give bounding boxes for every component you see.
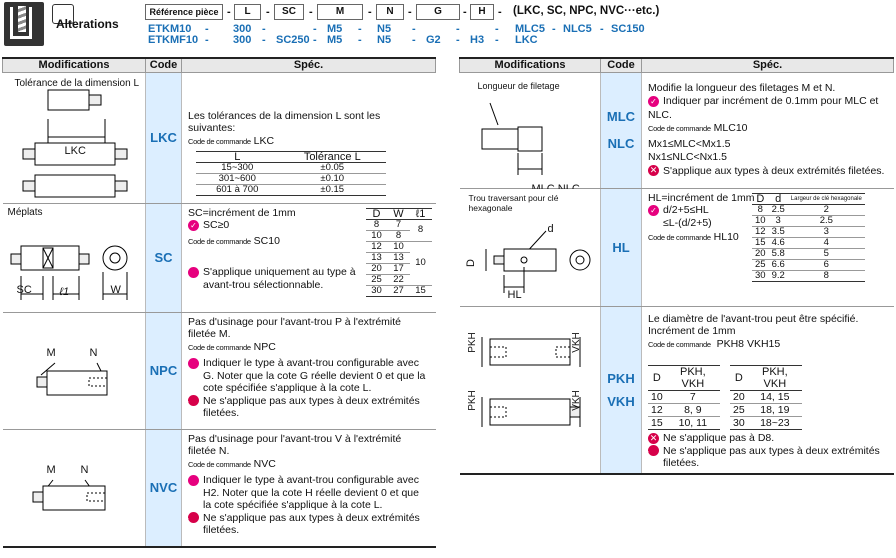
ref-suffix: (LKC, SC, NPC, NVC···etc.) bbox=[513, 5, 660, 17]
example2-n: N5 bbox=[377, 34, 392, 46]
code-npc: NPC bbox=[146, 312, 182, 429]
row-nvc: M N NVC Pas d'usinage pour l'avant-trou V à l'extrémité filetée N. Code de commande NVC ✓ Indiquer le type à avant-trou configurable avec H2. Noter que la cote H réelle devient 0 et que la cote spécifiée s'applique à la cote L. ✕ Ne s'applique pas aux types à deux extrémités filetées. bbox=[3, 429, 436, 547]
ref-label: Référence pièce bbox=[145, 4, 223, 20]
ng-icon: ✕ bbox=[188, 512, 199, 523]
vkh-img-label: VKH bbox=[570, 331, 582, 353]
example2-m: M5 bbox=[327, 34, 343, 46]
m-img-label: M bbox=[46, 346, 56, 359]
col-code: Code bbox=[601, 58, 642, 72]
example1-n: N5 bbox=[377, 23, 392, 35]
hl-diagram bbox=[460, 192, 600, 307]
row-pkh-vkh: PKH VKH PKH VKH PKH VKH Le diamètre de l'avant-trou peut être spécifié. Incrément de 1mm Code de commande PKH8 VKH15 D PKH, VKH 10 7 12 8, 9 15 10, 11 D PKH, VKH 20 14, 15 25 18, 19 30 18~23 ✕ Ne s'applique pas à D8. ✕ Ne s'applique pas aux types à deux extrémités filetées. bbox=[460, 306, 894, 474]
code-vkh: VKH bbox=[607, 393, 635, 409]
example1-sc: SC150 bbox=[611, 23, 645, 35]
mlc-diagram bbox=[460, 77, 600, 187]
pkh-img-label: PKH bbox=[466, 389, 478, 411]
d-img-label: d bbox=[547, 222, 554, 235]
nvc-text: Pas d'usinage pour l'avant-trou V à l'extrémité filetée N. bbox=[188, 432, 402, 457]
pkh-text2: Incrément de 1mm bbox=[648, 325, 736, 337]
mlc-text: Modifie la longueur des filetages M et N. bbox=[648, 81, 836, 94]
hl-cmd-value: HL10 bbox=[713, 231, 739, 243]
nvc-cmd-value: NVC bbox=[253, 457, 276, 470]
pkh-text1: Le diamètre de l'avant-trou peut être spécifié. bbox=[648, 312, 859, 325]
code-sc: SC bbox=[146, 203, 182, 312]
example1-m: M5 bbox=[327, 23, 343, 35]
row-sc: Méplats SC ℓ1 W SC SC=incrément de 1mm ✓ SC≥0 Code de commande SC10 ✓ S'applique uniquement au type à avant-trou sélectionnable. D W ℓ1 8 7 8 10 8 12 10 10 13 13 20 17 25 22 30 27 15 bbox=[3, 203, 436, 312]
example2-lkc: LKC bbox=[515, 34, 538, 46]
col-code: Code bbox=[146, 58, 182, 72]
sc-diagram bbox=[3, 218, 143, 313]
row-name: Longueur de filetage bbox=[477, 80, 560, 91]
ng-icon: ✕ bbox=[649, 432, 658, 443]
col-modifications: Modifications bbox=[3, 58, 146, 72]
row-name: Méplats bbox=[7, 206, 43, 218]
lkc-tolerance-table: L Tolérance L 15~300 ±0.05 301~600 ±0.10 601 à 700 ±0.15 bbox=[196, 151, 386, 196]
ok-icon: ✓ bbox=[188, 475, 199, 486]
left-alterations-table bbox=[2, 57, 436, 548]
ng-icon: ✕ bbox=[649, 165, 658, 176]
row-npc: M N NPC Pas d'usinage pour l'avant-trou P à l'extrémité filetée M. Code de commande NPC ✓ Indiquer le type à avant-trou configurable avec G. Noter que la cote G réelle devient 0 et que la cote spécifiée s'applique à la cote L. ✕ Ne s'applique pas aux types à deux extrémités filetées. bbox=[3, 312, 436, 429]
nlc-formula: Nx1≤NLC<Nx1.5 bbox=[648, 151, 728, 163]
mlc-formula: Mx1≤MLC<Mx1.5 bbox=[648, 137, 731, 150]
ref-box-n: N bbox=[376, 4, 404, 20]
code-hl: HL bbox=[601, 188, 642, 306]
code-mlc-nlc bbox=[601, 72, 642, 188]
ok-icon: ✓ bbox=[648, 96, 659, 107]
m-img-label: M bbox=[46, 463, 56, 476]
d-outer-img-label: D bbox=[464, 258, 477, 267]
npc-diagram bbox=[3, 317, 143, 427]
npc-cmd-value: NPC bbox=[253, 340, 276, 353]
row-lkc bbox=[3, 72, 436, 203]
pkh-img-label: PKH bbox=[466, 331, 478, 353]
example1-l: 300 bbox=[233, 23, 252, 35]
code-nlc: NLC bbox=[607, 136, 635, 151]
ok-icon: ✓ bbox=[188, 358, 199, 369]
ref-box-m: M bbox=[317, 4, 363, 20]
row-hl: Trou traversant pour clé hexagonale d D HL HL HL=incrément de 1mm ✓ d/2+5≤HL ≤L-(d/2+5) Code de commande HL10 D d Largeur de clé hexagonale 8 2.5 2 10 3 2.5 12 3.5 3 15 4.6 4 20 5.8 5 25 6.6 6 30 9.2 8 bbox=[460, 188, 894, 306]
example2-part: ETKMF10 bbox=[148, 34, 199, 46]
ok-icon: ✓ bbox=[188, 220, 199, 231]
pkh-cmd-value: PKH8 VKH15 bbox=[716, 337, 781, 350]
code-nvc: NVC bbox=[146, 429, 182, 547]
row-mlc-nlc: Longueur de filetage MLC NLC Modifie la longueur des filetages M et N. ✓ Indiquer par incrément de 0.1mm pour MLC et NLC. Code de commande MLC10 Mx1≤MLC<Mx1.5 Nx1≤NLC<Nx1.5 ✕ S'applique aux types à deux extrémités filetées. bbox=[460, 72, 894, 188]
lkc-dim-label: LKC bbox=[64, 144, 86, 157]
n-img-label: N bbox=[89, 346, 98, 359]
example2-sc: SC250 bbox=[276, 34, 310, 46]
vkh-img-label: VKH bbox=[570, 389, 582, 411]
example1-mlc: MLC5 bbox=[515, 23, 545, 35]
pkh-table-right: D PKH, VKH 20 14, 15 25 18, 19 30 18~23 bbox=[730, 365, 802, 430]
hl-line1: HL=incrément de 1mm bbox=[648, 191, 755, 204]
sc-line1: SC=incrément de 1mm bbox=[188, 206, 296, 219]
alterations-logo-icon bbox=[4, 2, 44, 46]
code-pkh-vkh bbox=[601, 306, 642, 474]
sc-dimension-table: D W ℓ1 8 7 8 10 8 12 10 10 13 13 20 17 25 22 30 27 15 bbox=[366, 208, 432, 297]
w-img-label: W bbox=[110, 283, 121, 296]
ref-box-l: L bbox=[234, 4, 261, 20]
npc-text: Pas d'usinage pour l'avant-trou P à l'extrémité filetée M. bbox=[188, 315, 402, 340]
pkh-table-left: D PKH, VKH 10 7 12 8, 9 15 10, 11 bbox=[648, 365, 720, 430]
right-alterations-table bbox=[459, 57, 894, 475]
ok-icon: ✓ bbox=[188, 267, 199, 278]
hl-img-label: HL bbox=[507, 288, 522, 301]
col-spec: Spéc. bbox=[642, 58, 894, 72]
nvc-diagram bbox=[3, 434, 143, 544]
mlc-cmd-value: MLC10 bbox=[713, 122, 748, 134]
col-modifications: Modifications bbox=[460, 58, 601, 72]
ng-icon: ✕ bbox=[188, 395, 199, 406]
hl-dimension-table: D d Largeur de clé hexagonale 8 2.5 2 10 3 2.5 12 3.5 3 15 4.6 4 20 5.8 5 25 6.6 6 30 9.2 8 bbox=[752, 193, 865, 282]
cmd-label: Code de commande bbox=[188, 136, 251, 146]
ok-icon: ✓ bbox=[648, 205, 659, 216]
lkc-cmd-value: LKC bbox=[253, 134, 275, 147]
sc-cmd-value: SC10 bbox=[253, 234, 280, 247]
ref-box-g: G bbox=[416, 4, 460, 20]
code-lkc: LKC bbox=[146, 72, 182, 203]
example1-part: ETKM10 bbox=[148, 23, 192, 35]
code-mlc: MLC bbox=[606, 109, 636, 124]
ref-box-sc: SC bbox=[274, 4, 304, 20]
l1-img-label: ℓ1 bbox=[59, 285, 70, 298]
lkc-text: Les tolérances de la dimension L sont les suivantes: bbox=[188, 109, 381, 134]
ref-box-h: H bbox=[470, 4, 494, 20]
example1-nlc: NLC5 bbox=[563, 23, 592, 35]
col-spec: Spéc. bbox=[182, 58, 436, 72]
code-pkh: PKH bbox=[607, 370, 635, 386]
ng-icon: ✕ bbox=[648, 445, 659, 456]
example2-h: H3 bbox=[470, 34, 485, 46]
page-title: Alterations bbox=[56, 17, 119, 31]
example2-l: 300 bbox=[233, 34, 252, 46]
row-name: Trou traversant pour clé hexagonale bbox=[468, 192, 559, 213]
sc-img-label: SC bbox=[16, 283, 32, 296]
n-img-label: N bbox=[80, 463, 89, 476]
example2-g: G2 bbox=[426, 34, 441, 46]
row-name: Tolérance de la dimension L bbox=[14, 77, 140, 89]
